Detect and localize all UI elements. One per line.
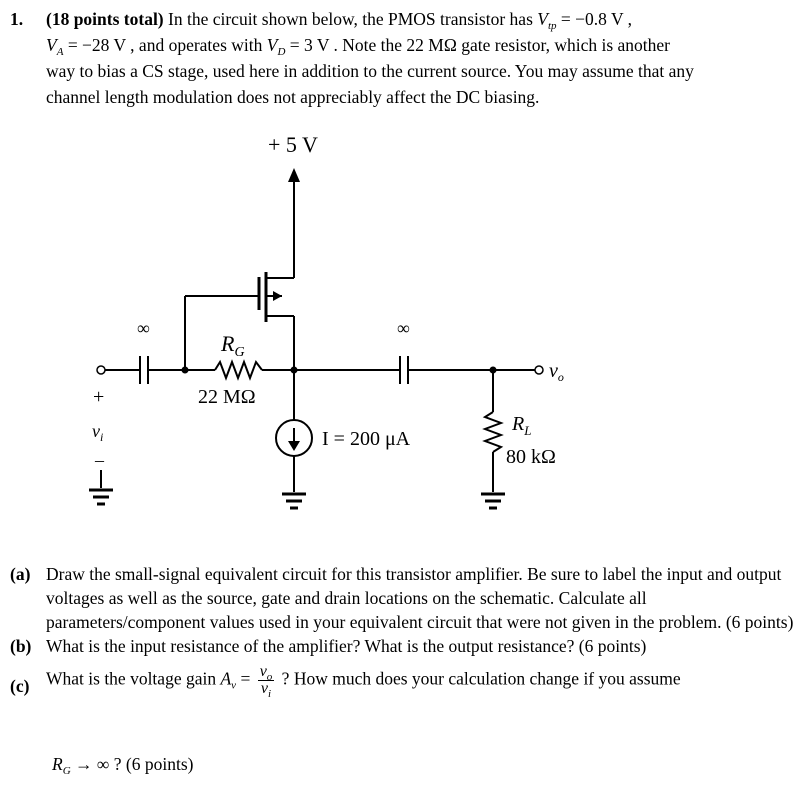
output-terminal <box>535 366 543 374</box>
part-a-label: (a) <box>10 564 31 584</box>
input-plus-sign: + <box>93 386 105 408</box>
part-a-text: Draw the small-signal equivalent circuit for this transistor amplifier. Be sure to label the input and output voltages as well as the source, gate and drain locations on the schematic. Calculate all parameters/component values used in your equivalent circuit that were not given in the problem. (6 points) <box>46 564 794 632</box>
part-c-text: What is the voltage gain <box>46 668 217 689</box>
intro-text: In the circuit shown below, the PMOS transistor has <box>168 9 533 29</box>
vd-symbol: V <box>266 35 278 55</box>
input-terminal <box>97 366 105 374</box>
gain-numerator: $v_o$ <box>259 663 273 683</box>
part-c <box>10 663 800 700</box>
part-b-label: (b) <box>10 636 32 656</box>
gain-fraction <box>258 663 275 700</box>
rg-resistor <box>215 362 262 378</box>
ground-icon <box>481 494 505 508</box>
problem-number: 1. <box>10 9 24 29</box>
gain-equals: = <box>240 668 251 689</box>
output-cap-value: ∞ <box>397 318 410 338</box>
rl-resistor <box>485 412 501 452</box>
va-subscript: A <box>56 46 64 58</box>
points-label: (18 points total) <box>46 9 164 29</box>
intro-line-3: way to bias a CS stage, used here in addition to the current source. You may assume that any <box>46 61 694 81</box>
output-node-dot <box>490 367 497 374</box>
part-c-continuation <box>52 754 193 775</box>
rg-symbol: R <box>52 754 63 774</box>
gain-symbol: A <box>220 668 232 689</box>
input-minus-sign: – <box>95 450 104 470</box>
vtp-value: = −0.8 V , <box>560 9 633 29</box>
input-cap-value: ∞ <box>137 318 150 338</box>
vd-subscript: D <box>277 46 286 58</box>
input-voltage-label: $v_i$ <box>92 421 104 444</box>
circuit-schematic <box>0 128 810 548</box>
ground-icon <box>89 490 113 504</box>
supply-arrow-icon <box>288 168 300 182</box>
rg-subscript: G <box>62 765 71 777</box>
supply-label: + 5 V <box>268 132 318 157</box>
gain-subscript: v <box>231 679 237 692</box>
rg-value: 22 MΩ <box>198 386 256 408</box>
mosfet-bulk-arrow-icon <box>273 291 282 301</box>
gate-node-dot <box>182 367 189 374</box>
drain-node-dot <box>291 367 298 374</box>
vd-value: = 3 V . Note the 22 MΩ gate resistor, which is another <box>289 35 670 55</box>
part-c-text-3: → ∞ ? (6 points) <box>75 754 194 774</box>
problem-statement <box>10 6 800 110</box>
ground-icon <box>282 494 306 508</box>
rl-label: $R_L$ <box>512 413 532 438</box>
current-arrow-head-icon <box>288 441 300 451</box>
rg-label: $R_G$ <box>221 331 245 360</box>
gain-denominator: $v_i$ <box>260 680 272 700</box>
current-source-label: I = 200 μA <box>322 428 411 450</box>
output-voltage-label: $v_o$ <box>549 360 564 384</box>
va-symbol: V <box>46 35 57 55</box>
vtp-symbol: V <box>537 9 548 29</box>
part-a <box>10 562 800 634</box>
part-c-text-2: ? How much does your calculation change if you assume <box>281 668 681 689</box>
intro-line-4: channel length modulation does not appreciably affect the DC biasing. <box>46 87 540 107</box>
part-b-text: What is the input resistance of the amplifier? What is the output resistance? (6 points) <box>46 636 647 656</box>
vtp-subscript: tp <box>547 20 557 32</box>
part-c-label: (c) <box>10 676 30 696</box>
part-b <box>10 634 800 658</box>
va-value: = −28 V , and operates with <box>67 35 263 55</box>
question-parts <box>10 562 800 700</box>
rl-value: 80 kΩ <box>506 446 556 468</box>
